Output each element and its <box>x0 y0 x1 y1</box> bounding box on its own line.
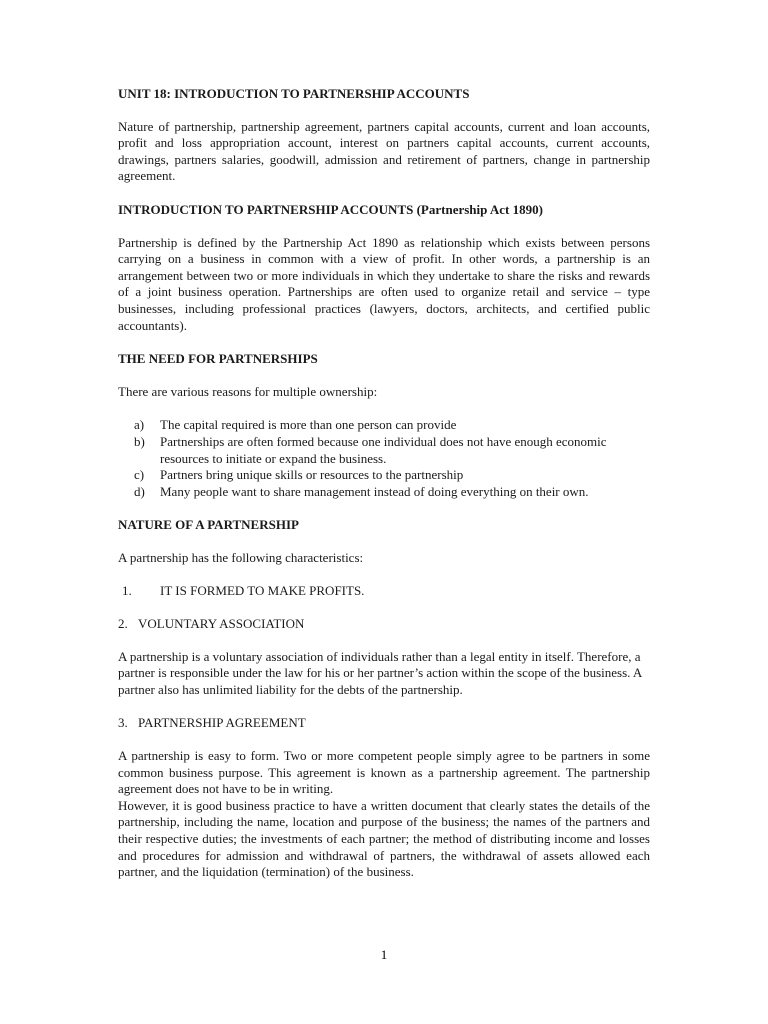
list-marker: c) <box>134 467 145 483</box>
section-heading-introduction: INTRODUCTION TO PARTNERSHIP ACCOUNTS (Partnership Act 1890) <box>118 201 543 217</box>
characteristic-title: VOLUNTARY ASSOCIATION <box>138 616 305 632</box>
list-item <box>118 467 650 484</box>
characteristic-paragraph-agreement-1: A partnership is easy to form. Two or more competent people simply agree to be partners in some common business purpose. This agreement is known as a partnership agreement. The partnership agreement does not have to be in writing. <box>118 748 650 797</box>
section-lead-need: There are various reasons for multiple ownership: <box>118 383 378 399</box>
list-item-text: Partnerships are often formed because one individual does not have enough economic resources to initiate or expand the business. <box>160 433 607 466</box>
unit-title: UNIT 18: INTRODUCTION TO PARTNERSHIP ACCOUNTS <box>118 86 470 101</box>
characteristic-heading-agreement <box>118 715 650 732</box>
section-heading-need: THE NEED FOR PARTNERSHIPS <box>118 351 318 367</box>
list-marker: d) <box>134 483 145 499</box>
list-item <box>118 484 650 501</box>
section-paragraph-introduction: Partnership is defined by the Partnership Act 1890 as relationship which exists between persons carrying on a business in common with a view of profit. In other words, a partnership is an arrangement between two or more individuals in which they undertake to share the risks and rewards of a joint business operation. Partnerships are often used to organize retail and service – type businesses, including professional practices (lawyers, doctors, architects, and certified public accountants). <box>118 234 650 333</box>
characteristic-heading-voluntary <box>118 616 650 633</box>
list-item-text: The capital required is more than one person can provide <box>160 417 457 433</box>
characteristic-number: 2. <box>118 616 128 632</box>
section-lead-nature: A partnership has the following characteristics: <box>118 549 364 565</box>
list-marker: a) <box>134 417 145 433</box>
list-item-text: Partners bring unique skills or resources to the partnership <box>160 467 464 483</box>
characteristic-paragraph-agreement-2: However, it is good business practice to have a written document that clearly states the details of the partnership, including the name, location and purpose of the business; the names of the partners and their respective duties; the investments of each partner; the method of distributing income and losses and procedures for admission and withdrawal of partners, the withdrawal of assets allowed each partner, and the liquidation (termination) of the business. <box>118 797 650 880</box>
characteristic-number: 1. <box>122 583 132 599</box>
list-item <box>118 434 650 467</box>
list-marker: b) <box>134 433 145 449</box>
characteristic-paragraph-voluntary: A partnership is a voluntary association of individuals rather than a legal entity in itself. Therefore, a partner is responsible under the law for his or her partner’s action within the scope of the business. A partner also has unlimited liability for the debts of the partnership. <box>118 648 642 697</box>
list-item <box>118 417 650 434</box>
list-item-text: Many people want to share management instead of doing everything on their own. <box>160 483 589 499</box>
intro-paragraph: Nature of partnership, partnership agreement, partners capital accounts, current and loan accounts, profit and loss appropriation account, interest on partners capital accounts, current accounts, drawings, partners salaries, goodwill, admission and retirement of partners, change in partnership agreement. <box>118 118 650 184</box>
reasons-list <box>118 417 650 500</box>
characteristic-title: IT IS FORMED TO MAKE PROFITS. <box>160 583 365 599</box>
characteristic-number: 3. <box>118 715 128 731</box>
characteristic-title: PARTNERSHIP AGREEMENT <box>138 715 306 731</box>
section-heading-nature: NATURE OF A PARTNERSHIP <box>118 517 299 533</box>
characteristic-heading-profits <box>118 583 650 600</box>
page-number: 1 <box>380 947 388 962</box>
